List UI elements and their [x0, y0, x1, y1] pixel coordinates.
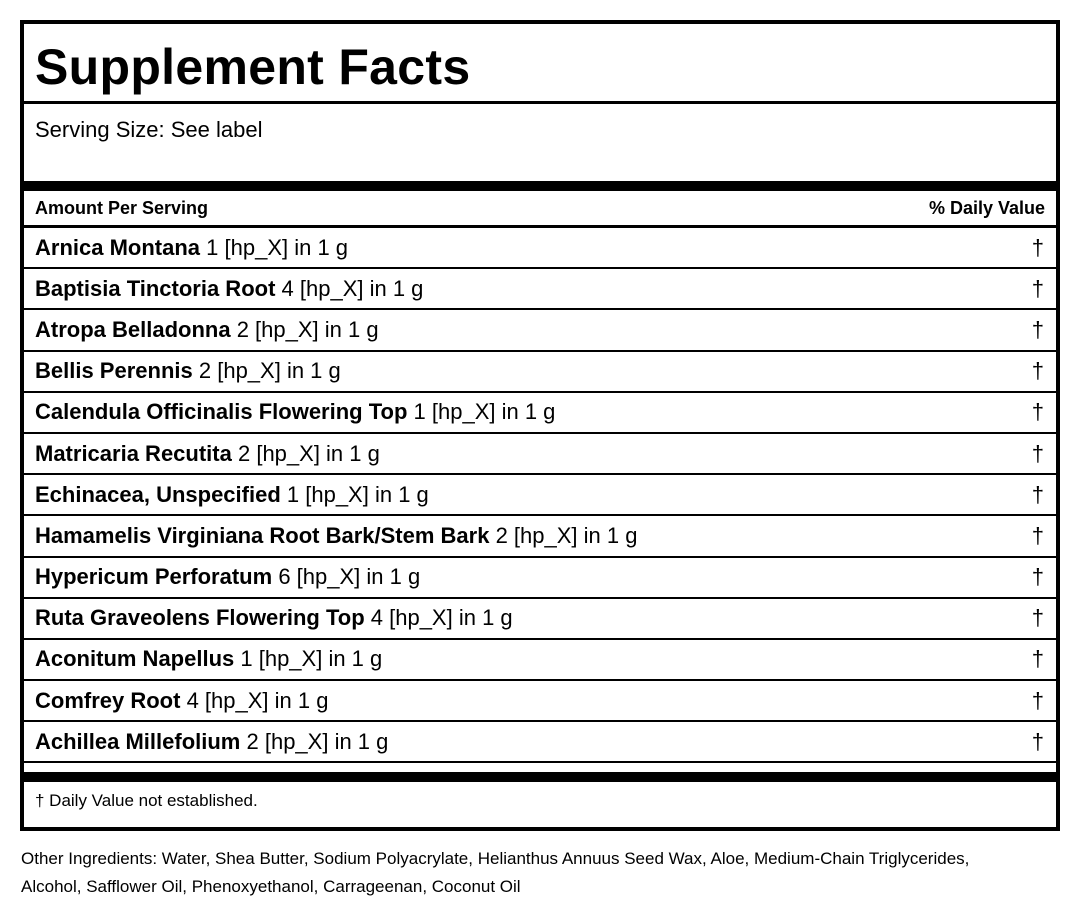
daily-value-dagger: † [1031, 646, 1044, 672]
ingredient-name: Comfrey Root [35, 687, 181, 713]
thick-divider [24, 181, 1056, 191]
daily-value-dagger: † [1031, 316, 1044, 342]
daily-value-dagger: † [1031, 564, 1044, 590]
ingredient-name: Atropa Belladonna [35, 316, 231, 342]
ingredient-name: Arnica Montana [35, 234, 201, 260]
ingredient-amount: 2 [hp_X] in 1 g [495, 522, 638, 548]
daily-value-dagger: † [1031, 481, 1044, 507]
ingredient-row [24, 599, 1056, 640]
ingredient-name: Aconitum Napellus [35, 646, 235, 672]
panel-title: Supplement Facts [24, 24, 1056, 104]
ingredient-name: Echinacea, Unspecified [35, 481, 281, 507]
daily-value-dagger: † [1031, 687, 1044, 713]
ingredient-amount: 1 [hp_X] in 1 g [413, 399, 556, 425]
ingredient-text [35, 646, 382, 672]
ingredient-amount: 4 [hp_X] in 1 g [281, 275, 424, 301]
ingredient-text [35, 441, 380, 467]
supplement-facts-panel [20, 20, 1060, 831]
ingredient-row [24, 722, 1056, 763]
thick-divider-bottom [24, 772, 1056, 782]
ingredient-row [24, 558, 1056, 599]
ingredient-amount: 2 [hp_X] in 1 g [236, 316, 379, 342]
other-ingredients: Other Ingredients: Water, Shea Butter, Sodium Polyacrylate, Helianthus Annuus Seed Wax, Aloe, Medium-Chain Triglycerides, Alcohol, Safflower Oil, Phenoxyethanol, Carrageenan, Coconut Oil [21, 849, 970, 896]
ingredient-name: Bellis Perennis [35, 358, 193, 384]
column-header [24, 191, 1056, 228]
ingredient-name: Hypericum Perforatum [35, 564, 273, 590]
ingredient-amount: 1 [hp_X] in 1 g [206, 234, 349, 260]
ingredient-row [24, 310, 1056, 351]
ingredient-amount: 4 [hp_X] in 1 g [186, 687, 329, 713]
ingredient-row [24, 393, 1056, 434]
daily-value-dagger: † [1031, 234, 1044, 260]
ingredient-list [24, 228, 1056, 763]
ingredient-amount: 2 [hp_X] in 1 g [246, 728, 389, 754]
ingredient-text [35, 523, 637, 549]
daily-value-dagger: † [1031, 522, 1044, 548]
ingredient-name: Baptisia Tinctoria Root [35, 275, 276, 301]
ingredient-amount: 4 [hp_X] in 1 g [370, 605, 513, 631]
ingredient-name: Calendula Officinalis Flowering Top [35, 399, 408, 425]
ingredient-text [35, 317, 379, 343]
ingredient-text [35, 276, 423, 302]
footnote: † Daily Value not established. [35, 791, 258, 811]
ingredient-text [35, 688, 328, 714]
ingredient-row [24, 352, 1056, 393]
ingredient-amount: 2 [hp_X] in 1 g [237, 440, 380, 466]
daily-value-dagger: † [1031, 440, 1044, 466]
ingredient-name: Ruta Graveolens Flowering Top [35, 605, 365, 631]
ingredient-row [24, 516, 1056, 557]
daily-value-dagger: † [1031, 399, 1044, 425]
ingredient-text [35, 358, 341, 384]
daily-value-label: % Daily Value [928, 197, 1045, 218]
ingredient-name: Matricaria Recutita [35, 440, 232, 466]
ingredient-text [35, 605, 513, 631]
ingredient-amount: 1 [hp_X] in 1 g [286, 481, 429, 507]
ingredient-text [35, 482, 429, 508]
ingredient-row [24, 640, 1056, 681]
ingredient-name: Hamamelis Virginiana Root Bark/Stem Bark [35, 522, 490, 548]
daily-value-dagger: † [1031, 358, 1044, 384]
ingredient-name: Achillea Millefolium [35, 728, 241, 754]
ingredient-text [35, 564, 420, 590]
ingredient-amount: 6 [hp_X] in 1 g [278, 564, 421, 590]
daily-value-dagger: † [1031, 275, 1044, 301]
ingredient-row [24, 475, 1056, 516]
ingredient-row [24, 228, 1056, 269]
ingredient-row [24, 434, 1056, 475]
ingredient-amount: 2 [hp_X] in 1 g [198, 358, 341, 384]
amount-per-serving-label: Amount Per Serving [35, 197, 209, 218]
serving-size: Serving Size: See label [35, 117, 263, 142]
ingredient-text [35, 235, 348, 261]
ingredient-amount: 1 [hp_X] in 1 g [240, 646, 383, 672]
ingredient-row [24, 269, 1056, 310]
ingredient-row [24, 681, 1056, 722]
ingredient-text [35, 399, 555, 425]
daily-value-dagger: † [1031, 605, 1044, 631]
daily-value-dagger: † [1031, 728, 1044, 754]
ingredient-text [35, 729, 388, 755]
